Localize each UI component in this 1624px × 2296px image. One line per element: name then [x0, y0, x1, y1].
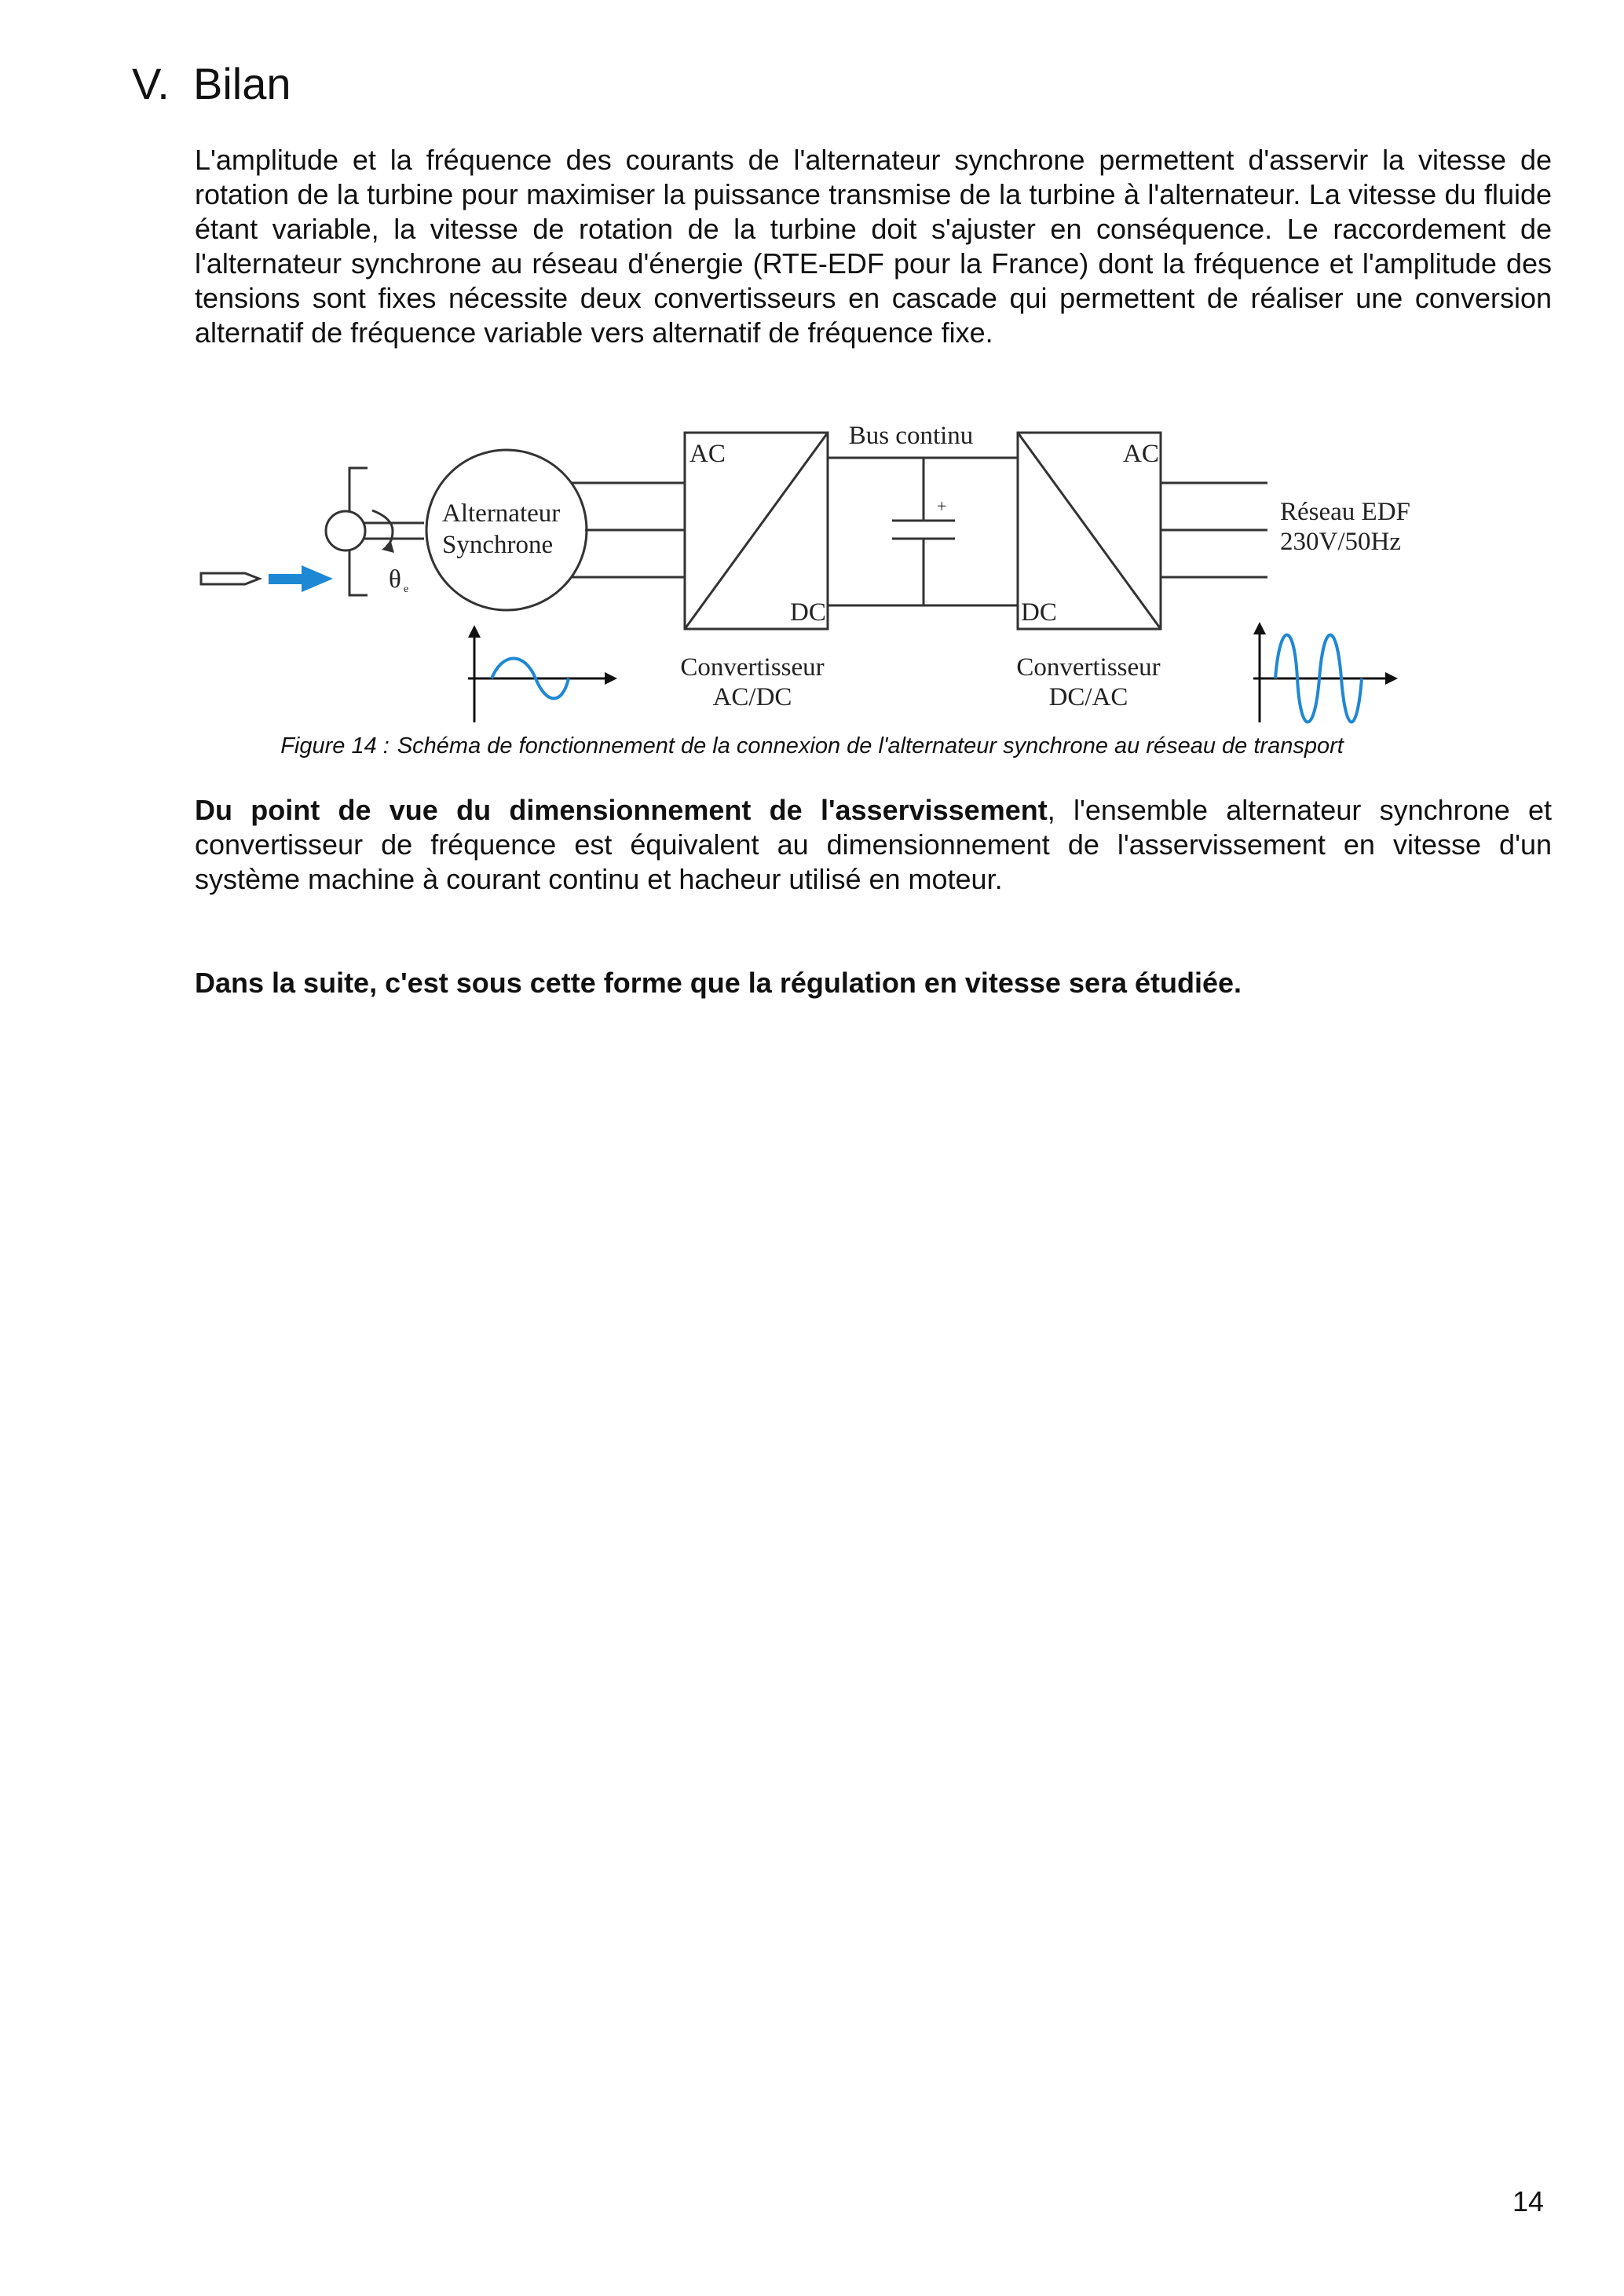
- section-number: V.: [132, 59, 170, 108]
- alternator-label-2: Synchrone: [442, 531, 554, 559]
- flow-arrow-shaft: [269, 574, 303, 584]
- caption-text: Schéma de fonctionnement de la connexion de l'alternateur synchrone au réseau de transport: [397, 733, 1344, 759]
- figure-caption: [0, 732, 1624, 760]
- fixed-frequency-sine-plot: [1253, 622, 1398, 722]
- conclusion-paragraph: Dans la suite, c'est sous cette forme que la régulation en vitesse sera étudiée.: [195, 967, 1242, 999]
- theta-subscript: e: [404, 583, 409, 595]
- alternator-label-1: Alternateur: [442, 499, 561, 528]
- fluid-flow-arrow: [201, 565, 333, 592]
- converter1-dc-label: DC: [790, 598, 826, 627]
- intro-paragraph: L'amplitude et la fréquence des courants de l'alternateur synchrone permettent d'asservir la vitesse de rotation de la turbine pour maximiser la puissance transmise de la turbine à l'alternateur. La vitesse du fluide étant variable, la vitesse de rotation de la turbine doit s'ajuster en conséquence. Le raccordement de l'alternateur synchrone au réseau d'énergie (RTE-EDF pour la France) dont la fréquence et l'amplitude des tensions sont fixes nécessite deux convertisseurs en cascade qui permettent de réaliser une conversion alternatif de fréquence variable vers alternatif de fréquence fixe.: [195, 144, 1552, 349]
- turbine-hub: [326, 511, 365, 550]
- alternator-circle: [426, 450, 587, 610]
- converter2-name-1: Convertisseur: [1016, 653, 1161, 682]
- dimension-paragraph: [195, 793, 1552, 897]
- grid-label-1: Réseau EDF: [1280, 498, 1410, 526]
- flow-arrow-head: [302, 565, 333, 592]
- flow-indicator-icon: [201, 573, 259, 584]
- bus-label: Bus continu: [848, 422, 974, 450]
- capacitor-plus: +: [937, 496, 947, 516]
- grid-label-2: 230V/50Hz: [1280, 528, 1401, 556]
- dimension-rest: , l'ensemble alternateur synchrone et convertisseur de fréquence est équivalent au dimensionnement de l'asservissement en vitesse d'un système machine à courant continu et hacheur utilisé en moteur.: [195, 794, 1553, 895]
- page-number: 14: [1512, 2185, 1544, 2217]
- caption-number: Figure 14 :: [280, 733, 390, 759]
- converter1-name-2: AC/DC: [712, 683, 792, 711]
- theta-label: θ: [389, 565, 401, 594]
- converter2-name-2: DC/AC: [1048, 683, 1128, 711]
- converter1-ac-label: AC: [689, 440, 726, 468]
- converter2-ac-label: AC: [1123, 440, 1159, 468]
- variable-frequency-sine-plot: [468, 625, 617, 722]
- converter1-name-1: Convertisseur: [680, 653, 825, 682]
- rotation-arrow: [372, 510, 393, 547]
- section-title: Bilan: [193, 59, 291, 108]
- dimension-bold: Du point de vue du dimensionnement de l'asservissement: [195, 794, 1048, 826]
- converter2-dc-label: DC: [1021, 598, 1057, 627]
